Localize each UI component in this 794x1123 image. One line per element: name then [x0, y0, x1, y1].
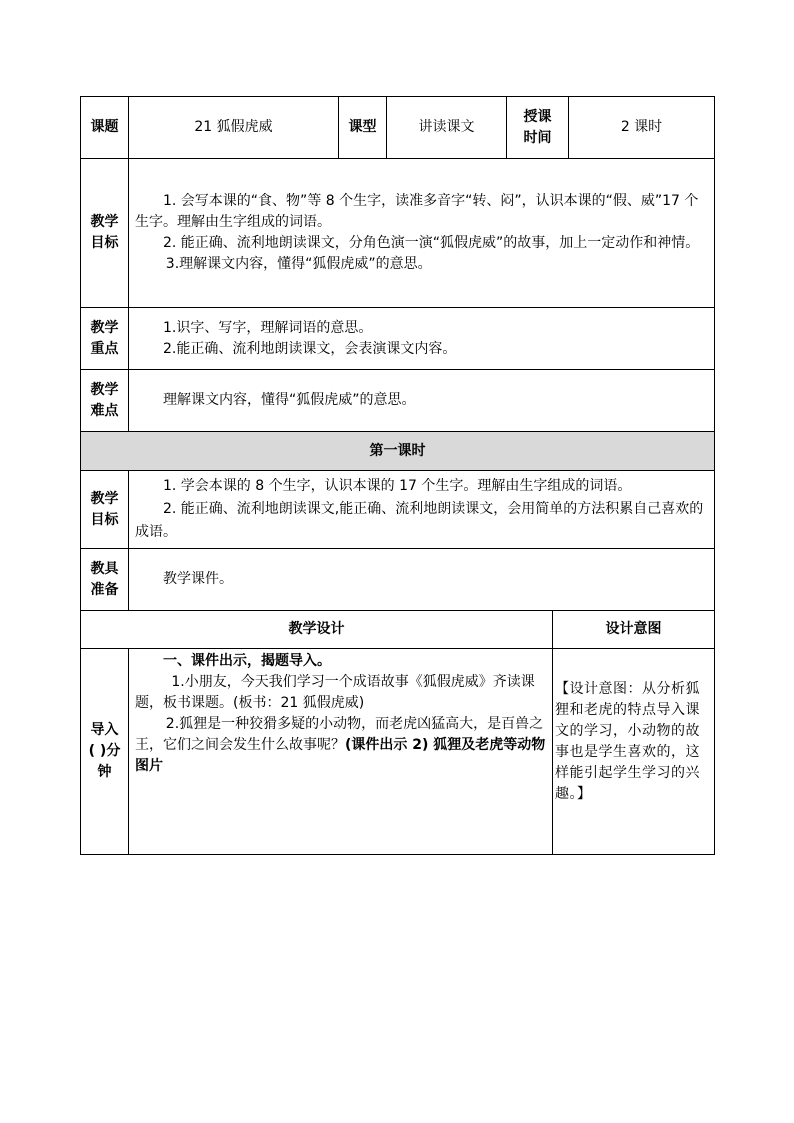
- intro-content: [129, 649, 553, 855]
- intro-label: 导入 ( )分 钟: [81, 649, 129, 855]
- key-points-content: [129, 308, 715, 370]
- goal-item: 2. 能正确、流利地朗读课文，分角色演一演“狐假虎威”的故事，加上一定动作和神情。: [163, 235, 700, 251]
- lesson-goals-row: [81, 471, 715, 549]
- intent-col-title: 设计意图: [553, 611, 715, 649]
- materials-label: 教具 准备: [81, 549, 129, 611]
- header-row: [81, 97, 715, 159]
- topic-value: 21 狐假虎威: [129, 97, 339, 159]
- design-head-row: [81, 611, 715, 649]
- materials-row: [81, 549, 715, 611]
- difficulties-content: 理解课文内容，懂得“狐假虎威”的意思。: [129, 370, 715, 432]
- lesson-goal-item: 1. 学会本课的 8 个生字，认识本课的 17 个生字。理解由生字组成的词语。: [163, 478, 632, 494]
- lesson-goals-content: [129, 471, 715, 549]
- courseware-note: (课件出示 2) 狐狸及老虎等动物图片: [135, 737, 546, 774]
- lesson-plan-page: [80, 96, 714, 855]
- type-label: 课型: [339, 97, 387, 159]
- difficulties-label: 教学 难点: [81, 370, 129, 432]
- key-points-row: [81, 308, 715, 370]
- goals-label: 教学 目标: [81, 159, 129, 308]
- type-value: 讲读课文: [387, 97, 507, 159]
- key-points-label: 教学 重点: [81, 308, 129, 370]
- lesson-plan-table: [80, 96, 715, 855]
- intro-intent: 【设计意图：从分析狐狸和老虎的特点导入课文的学习，小动物的故事也是学生喜欢的，这样能引起学生学习的兴趣。】: [553, 649, 715, 855]
- first-lesson-row: [81, 432, 715, 471]
- lesson-goal-item: 2. 能正确、流利地朗读课文,能正确、流利地朗读课文，会用简单的方法积累自己喜欢的成语。: [135, 501, 704, 540]
- difficulties-row: [81, 370, 715, 432]
- goals-row: [81, 159, 715, 308]
- intro-step-title: 一、课件出示，揭题导入。: [163, 653, 331, 669]
- topic-label: 课题: [81, 97, 129, 159]
- time-label-line1: 授课: [523, 108, 552, 125]
- time-label-line2: 时间: [523, 129, 552, 146]
- first-lesson-title: 第一课时: [81, 432, 715, 471]
- key-point-item: 2.能正确、流利地朗读课文，会表演课文内容。: [163, 340, 457, 357]
- key-point-item: 1.识字、写字，理解词语的意思。: [163, 319, 373, 336]
- lesson-goals-label: 教学 目标: [81, 471, 129, 549]
- goal-item: 3.理解课文内容，懂得“狐假虎威”的意思。: [165, 256, 432, 272]
- time-value: 2 课时: [569, 97, 715, 159]
- intro-paragraph-1: 1.小朋友，今天我们学习一个成语故事《狐假虎威》齐读课题，板书课题。(板书：21 狐假虎威): [135, 674, 535, 711]
- intro-paragraph-2: 2.狐狸是一种狡猾多疑的小动物，而老虎凶猛高大，是百兽之王，它们之间会发生什么故事呢？(课件出示 2) 狐狸及老虎等动物图片: [135, 716, 546, 774]
- intro-row: [81, 649, 715, 855]
- goals-content: [129, 159, 715, 308]
- materials-content: 教学课件。: [129, 549, 715, 611]
- design-col-title: 教学设计: [81, 611, 553, 649]
- time-label: [507, 97, 569, 159]
- goal-item: 1. 会写本课的“食、物”等 8 个生字，读准多音字“转、闷”，认识本课的“假、威”17 个生字。理解由生字组成的词语。: [135, 193, 699, 230]
